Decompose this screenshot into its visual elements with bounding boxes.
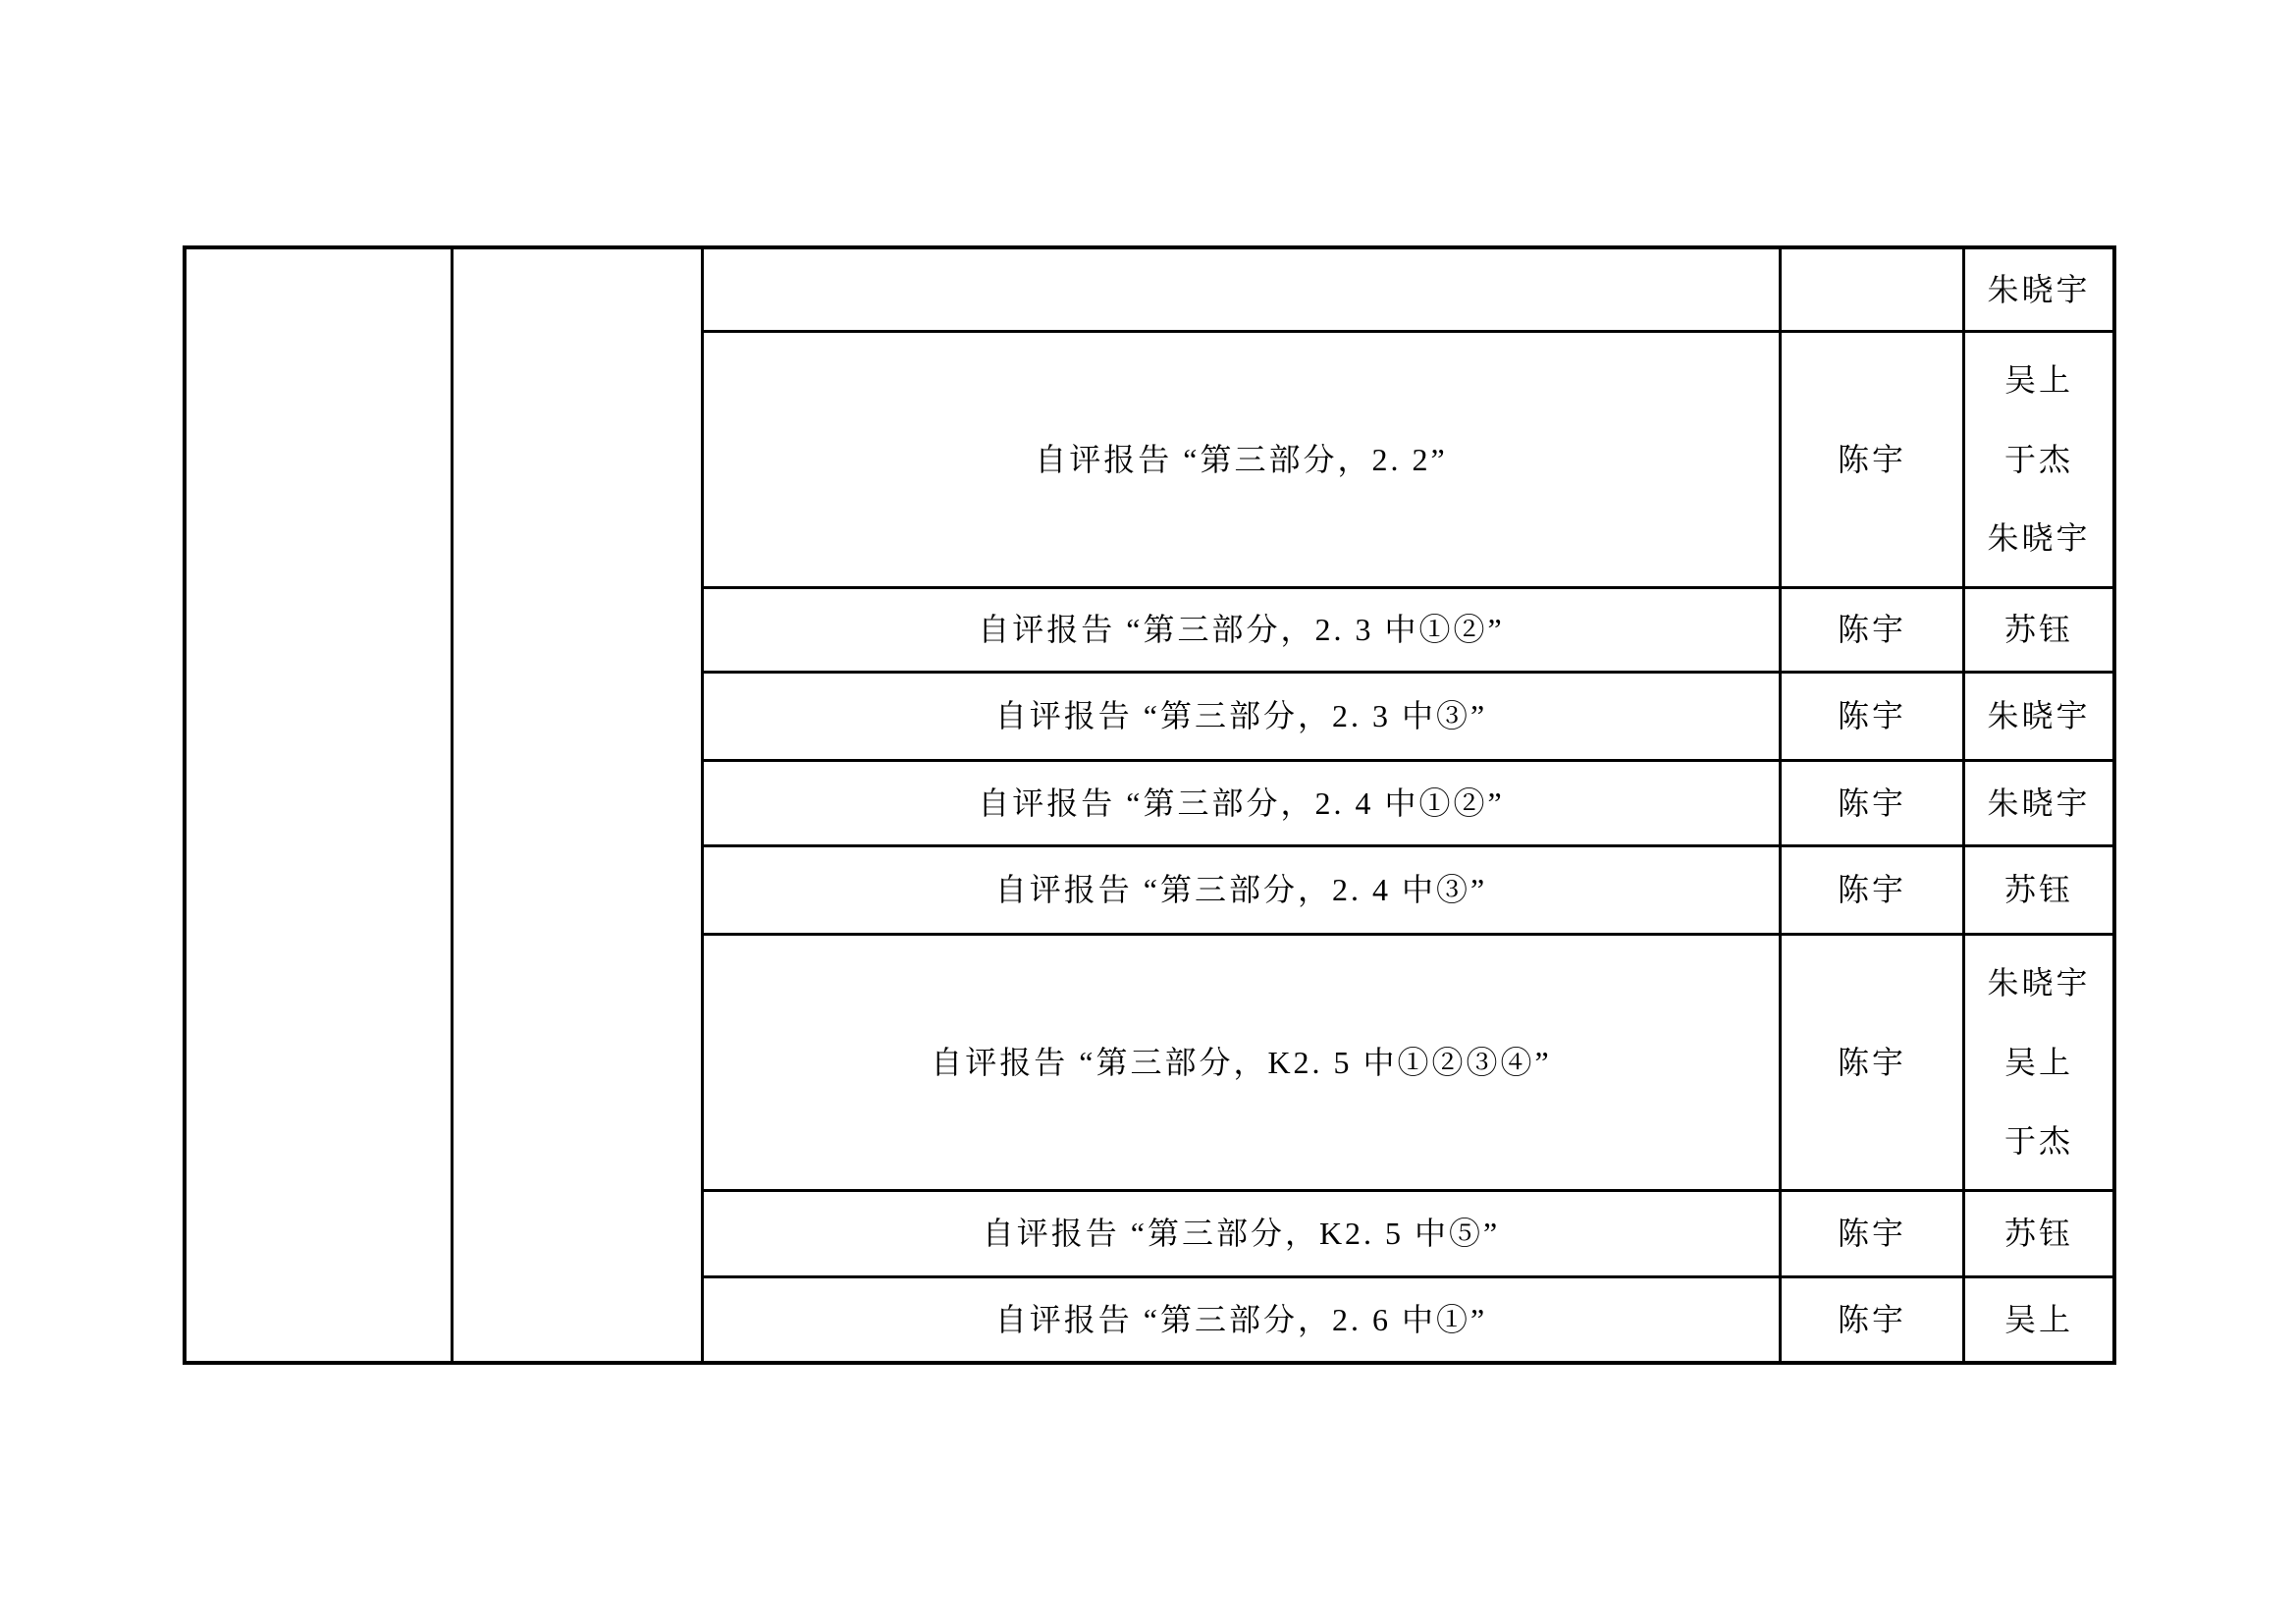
names-cell bbox=[1965, 936, 2112, 1192]
content-cell: 自评报告 “第三部分，2. 3 中①②” bbox=[704, 589, 1782, 674]
name-line: 于杰 bbox=[2003, 441, 2073, 477]
names-cell bbox=[1965, 847, 2112, 936]
left-spanning-cell-2 bbox=[454, 249, 704, 1361]
name-line: 吴上 bbox=[2003, 1044, 2073, 1080]
content-cell: 自评报告 “第三部分，2. 2” bbox=[704, 333, 1782, 589]
name-line: 朱晓宇 bbox=[1987, 271, 2091, 307]
reviewer-cell bbox=[1782, 249, 1965, 333]
name-line: 吴上 bbox=[2003, 1301, 2073, 1337]
name-line: 吴上 bbox=[2003, 362, 2073, 399]
names-cell bbox=[1965, 333, 2112, 589]
content-cell: 自评报告 “第三部分，K2. 5 中⑤” bbox=[704, 1192, 1782, 1278]
reviewer-cell: 陈宇 bbox=[1782, 762, 1965, 847]
name-line: 朱晓宇 bbox=[1987, 520, 2091, 557]
content-cell: 自评报告 “第三部分，2. 4 中③” bbox=[704, 847, 1782, 936]
name-line: 朱晓宇 bbox=[1987, 785, 2091, 821]
names-cell bbox=[1965, 1192, 2112, 1278]
content-cell: 自评报告 “第三部分，K2. 5 中①②③④” bbox=[704, 936, 1782, 1192]
reviewer-cell: 陈宇 bbox=[1782, 847, 1965, 936]
left-spanning-cell-1 bbox=[187, 249, 454, 1361]
reviewer-cell: 陈宇 bbox=[1782, 589, 1965, 674]
assessment-table bbox=[183, 245, 2116, 1365]
names-cell bbox=[1965, 762, 2112, 847]
content-cell: 自评报告 “第三部分，2. 4 中①②” bbox=[704, 762, 1782, 847]
reviewer-cell: 陈宇 bbox=[1782, 674, 1965, 762]
content-cell: 自评报告 “第三部分，2. 3 中③” bbox=[704, 674, 1782, 762]
name-line: 朱晓宇 bbox=[1987, 965, 2091, 1001]
names-cell bbox=[1965, 249, 2112, 333]
content-cell bbox=[704, 249, 1782, 333]
reviewer-cell: 陈宇 bbox=[1782, 1278, 1965, 1361]
names-cell bbox=[1965, 589, 2112, 674]
name-line: 朱晓宇 bbox=[1987, 698, 2091, 734]
name-line: 苏钰 bbox=[2003, 612, 2073, 648]
reviewer-cell: 陈宇 bbox=[1782, 1192, 1965, 1278]
name-line: 苏钰 bbox=[2003, 1216, 2073, 1252]
name-line: 于杰 bbox=[2003, 1123, 2073, 1160]
reviewer-cell: 陈宇 bbox=[1782, 333, 1965, 589]
names-cell bbox=[1965, 674, 2112, 762]
reviewer-cell: 陈宇 bbox=[1782, 936, 1965, 1192]
names-cell bbox=[1965, 1278, 2112, 1361]
content-cell: 自评报告 “第三部分，2. 6 中①” bbox=[704, 1278, 1782, 1361]
name-line: 苏钰 bbox=[2003, 872, 2073, 908]
